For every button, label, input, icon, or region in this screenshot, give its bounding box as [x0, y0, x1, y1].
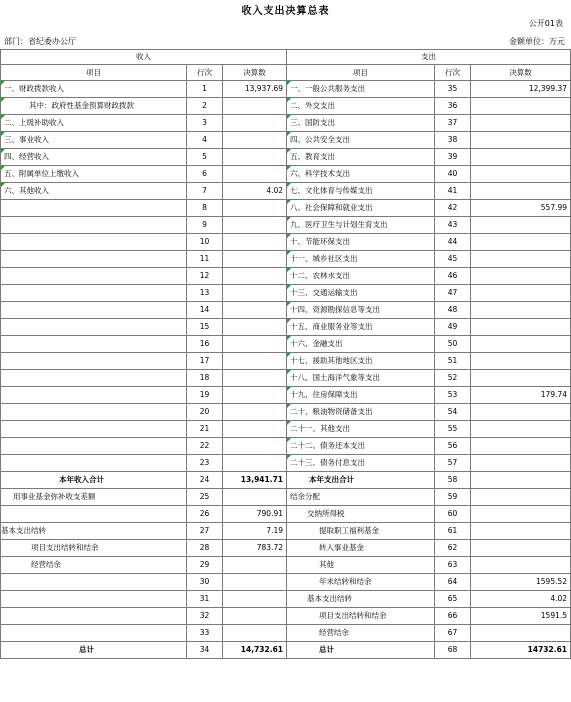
- table-row: [1, 455, 571, 472]
- expense-amount-cell: [471, 132, 571, 149]
- expense-amount-cell: [471, 268, 571, 285]
- col-header-row-no: 行次: [187, 65, 223, 81]
- expense-row-no-cell: 54: [435, 404, 471, 421]
- form-code: 公开01表: [528, 19, 563, 28]
- income-row-no-cell: 20: [187, 404, 223, 421]
- expense-row-no-cell: 37: [435, 115, 471, 132]
- income-amount-cell: [223, 268, 287, 285]
- income-amount-cell: 783.72: [223, 540, 287, 557]
- expense-item-cell: 十五、商业服务业等支出: [287, 319, 435, 336]
- table-row: [1, 370, 571, 387]
- expense-row-no-cell: 48: [435, 302, 471, 319]
- table-row: [1, 319, 571, 336]
- expense-row-no-cell: 57: [435, 455, 471, 472]
- table-row: [1, 98, 571, 115]
- table-row: [1, 132, 571, 149]
- income-row-no-cell: 29: [187, 557, 223, 574]
- income-row-no-cell: 30: [187, 574, 223, 591]
- income-item-cell: [1, 370, 187, 387]
- col-header-item-expense: 项目: [287, 65, 435, 81]
- expense-amount-cell: [471, 353, 571, 370]
- table-body: [1, 81, 571, 659]
- expense-amount-cell: [471, 421, 571, 438]
- expense-amount-cell: 179.74: [471, 387, 571, 404]
- income-item-cell: [1, 319, 187, 336]
- income-item-cell: 二、上级补助收入: [1, 115, 187, 132]
- expense-item-cell: 八、社会保障和就业支出: [287, 200, 435, 217]
- table-row: [1, 285, 571, 302]
- table-row: [1, 251, 571, 268]
- expense-row-no-cell: 51: [435, 353, 471, 370]
- income-item-cell: 四、经营收入: [1, 149, 187, 166]
- expense-item-cell: 二、外交支出: [287, 98, 435, 115]
- table-row: [1, 302, 571, 319]
- income-row-no-cell: 10: [187, 234, 223, 251]
- col-header-amount-expense: 决算数: [471, 65, 571, 81]
- income-row-no-cell: 18: [187, 370, 223, 387]
- income-amount-cell: [223, 591, 287, 608]
- income-item-cell: 其中：政府性基金预算财政拨款: [1, 98, 187, 115]
- income-item-cell: 一、财政拨款收入: [1, 81, 187, 98]
- expense-item-cell: 结余分配: [287, 489, 435, 506]
- expense-row-no-cell: 68: [435, 642, 471, 659]
- expense-amount-cell: [471, 438, 571, 455]
- expense-amount-cell: [471, 336, 571, 353]
- income-amount-cell: [223, 149, 287, 166]
- table-row: [1, 506, 571, 523]
- expense-row-no-cell: 52: [435, 370, 471, 387]
- income-amount-cell: 13,937.69: [223, 81, 287, 98]
- expense-item-cell: 其他: [287, 557, 435, 574]
- unit-label: 金额单位：万元: [509, 37, 565, 46]
- expense-row-no-cell: 55: [435, 421, 471, 438]
- income-amount-cell: [223, 557, 287, 574]
- expense-row-no-cell: 47: [435, 285, 471, 302]
- expense-row-no-cell: 64: [435, 574, 471, 591]
- income-amount-cell: [223, 438, 287, 455]
- income-section-header: 收入: [1, 50, 287, 65]
- expense-amount-cell: [471, 234, 571, 251]
- income-row-no-cell: 34: [187, 642, 223, 659]
- income-amount-cell: [223, 217, 287, 234]
- expense-item-cell: 提取职工福利基金: [287, 523, 435, 540]
- expense-amount-cell: [471, 489, 571, 506]
- table-row: [1, 336, 571, 353]
- expense-item-cell: 项目支出结转和结余: [287, 608, 435, 625]
- expense-item-cell: 二十三、债务付息支出: [287, 455, 435, 472]
- expense-item-cell: 三、国防支出: [287, 115, 435, 132]
- expense-amount-cell: [471, 285, 571, 302]
- table-row: [1, 200, 571, 217]
- expense-item-cell: 五、教育支出: [287, 149, 435, 166]
- income-row-no-cell: 8: [187, 200, 223, 217]
- expense-row-no-cell: 38: [435, 132, 471, 149]
- expense-amount-cell: [471, 115, 571, 132]
- expense-row-no-cell: 60: [435, 506, 471, 523]
- income-amount-cell: [223, 404, 287, 421]
- income-row-no-cell: 21: [187, 421, 223, 438]
- income-item-cell: 本年收入合计: [1, 472, 187, 489]
- income-item-cell: 基本支出结转: [1, 523, 187, 540]
- income-amount-cell: [223, 234, 287, 251]
- expense-row-no-cell: 61: [435, 523, 471, 540]
- income-row-no-cell: 12: [187, 268, 223, 285]
- income-amount-cell: [223, 336, 287, 353]
- income-item-cell: 用事业基金弥补收支差额: [1, 489, 187, 506]
- income-item-cell: [1, 353, 187, 370]
- income-row-no-cell: 32: [187, 608, 223, 625]
- income-item-cell: [1, 404, 187, 421]
- table-row: [1, 115, 571, 132]
- income-item-cell: [1, 285, 187, 302]
- expense-row-no-cell: 66: [435, 608, 471, 625]
- income-amount-cell: [223, 608, 287, 625]
- income-amount-cell: [223, 302, 287, 319]
- income-amount-cell: [223, 251, 287, 268]
- income-amount-cell: 13,941.71: [223, 472, 287, 489]
- col-header-item: 项目: [1, 65, 187, 81]
- income-item-cell: [1, 625, 187, 642]
- col-header-row-no-expense: 行次: [435, 65, 471, 81]
- income-amount-cell: [223, 370, 287, 387]
- expense-amount-cell: [471, 540, 571, 557]
- table-row: [1, 608, 571, 625]
- table-row: [1, 472, 571, 489]
- income-row-no-cell: 15: [187, 319, 223, 336]
- income-amount-cell: [223, 387, 287, 404]
- department-label: 部门：省纪委办公厅: [4, 37, 76, 46]
- expense-row-no-cell: 49: [435, 319, 471, 336]
- table-row: [1, 217, 571, 234]
- expense-row-no-cell: 41: [435, 183, 471, 200]
- expense-item-cell: 转入事业基金: [287, 540, 435, 557]
- income-item-cell: [1, 251, 187, 268]
- income-item-cell: 三、事业收入: [1, 132, 187, 149]
- expense-amount-cell: [471, 302, 571, 319]
- income-amount-cell: [223, 98, 287, 115]
- table-row: [1, 387, 571, 404]
- income-amount-cell: 790.91: [223, 506, 287, 523]
- income-row-no-cell: 28: [187, 540, 223, 557]
- expense-row-no-cell: 45: [435, 251, 471, 268]
- income-amount-cell: [223, 574, 287, 591]
- income-row-no-cell: 23: [187, 455, 223, 472]
- expense-row-no-cell: 42: [435, 200, 471, 217]
- income-row-no-cell: 4: [187, 132, 223, 149]
- expense-row-no-cell: 58: [435, 472, 471, 489]
- expense-item-cell: 十六、金融支出: [287, 336, 435, 353]
- expense-item-cell: 十、节能环保支出: [287, 234, 435, 251]
- expense-amount-cell: [471, 183, 571, 200]
- income-item-cell: [1, 608, 187, 625]
- expense-item-cell: 交纳所得税: [287, 506, 435, 523]
- income-row-no-cell: 6: [187, 166, 223, 183]
- expense-amount-cell: [471, 523, 571, 540]
- expense-item-cell: 二十、粮油物资储备支出: [287, 404, 435, 421]
- expense-row-no-cell: 59: [435, 489, 471, 506]
- expense-item-cell: 本年支出合计: [287, 472, 435, 489]
- income-item-cell: [1, 302, 187, 319]
- expense-amount-cell: 1595.52: [471, 574, 571, 591]
- income-amount-cell: [223, 489, 287, 506]
- income-item-cell: 六、其他收入: [1, 183, 187, 200]
- expense-amount-cell: [471, 472, 571, 489]
- income-row-no-cell: 27: [187, 523, 223, 540]
- income-row-no-cell: 22: [187, 438, 223, 455]
- income-amount-cell: [223, 421, 287, 438]
- income-row-no-cell: 25: [187, 489, 223, 506]
- income-row-no-cell: 1: [187, 81, 223, 98]
- income-item-cell: [1, 574, 187, 591]
- table-row: [1, 149, 571, 166]
- income-item-cell: 五、附属单位上缴收入: [1, 166, 187, 183]
- summary-table: [0, 49, 571, 659]
- income-amount-cell: 4.02: [223, 183, 287, 200]
- expense-amount-cell: 12,399.37: [471, 81, 571, 98]
- table-row: [1, 523, 571, 540]
- expense-amount-cell: 557.99: [471, 200, 571, 217]
- income-amount-cell: [223, 132, 287, 149]
- expense-amount-cell: [471, 404, 571, 421]
- income-row-no-cell: 9: [187, 217, 223, 234]
- expense-row-no-cell: 44: [435, 234, 471, 251]
- income-row-no-cell: 2: [187, 98, 223, 115]
- table-row: [1, 540, 571, 557]
- expense-item-cell: 四、公共安全支出: [287, 132, 435, 149]
- table-row: [1, 489, 571, 506]
- expense-item-cell: 十一、城乡社区支出: [287, 251, 435, 268]
- expense-amount-cell: 14732.61: [471, 642, 571, 659]
- table-row: [1, 421, 571, 438]
- income-amount-cell: [223, 625, 287, 642]
- table-row: [1, 353, 571, 370]
- table-row: [1, 268, 571, 285]
- expense-amount-cell: [471, 251, 571, 268]
- expense-amount-cell: [471, 506, 571, 523]
- income-row-no-cell: 19: [187, 387, 223, 404]
- income-item-cell: 经营结余: [1, 557, 187, 574]
- table-row: [1, 234, 571, 251]
- expense-amount-cell: [471, 149, 571, 166]
- expense-item-cell: 经营结余: [287, 625, 435, 642]
- expense-item-cell: 七、文化体育与传媒支出: [287, 183, 435, 200]
- table-row: [1, 404, 571, 421]
- expense-item-cell: 九、医疗卫生与计划生育支出: [287, 217, 435, 234]
- income-row-no-cell: 11: [187, 251, 223, 268]
- table-row: [1, 574, 571, 591]
- expense-item-cell: 十四、资源勘探信息等支出: [287, 302, 435, 319]
- expense-item-cell: 十九、住房保障支出: [287, 387, 435, 404]
- income-item-cell: 总计: [1, 642, 187, 659]
- table-row: [1, 166, 571, 183]
- expense-amount-cell: [471, 455, 571, 472]
- income-row-no-cell: 16: [187, 336, 223, 353]
- income-amount-cell: [223, 285, 287, 302]
- income-item-cell: [1, 268, 187, 285]
- expense-amount-cell: [471, 217, 571, 234]
- table-row: [1, 438, 571, 455]
- income-amount-cell: 7.19: [223, 523, 287, 540]
- expense-amount-cell: 1591.5: [471, 608, 571, 625]
- expense-item-cell: 十二、农林水支出: [287, 268, 435, 285]
- expense-row-no-cell: 35: [435, 81, 471, 98]
- income-amount-cell: [223, 455, 287, 472]
- income-row-no-cell: 14: [187, 302, 223, 319]
- table-row: [1, 183, 571, 200]
- income-row-no-cell: 26: [187, 506, 223, 523]
- expense-row-no-cell: 36: [435, 98, 471, 115]
- expense-row-no-cell: 65: [435, 591, 471, 608]
- table-row: [1, 557, 571, 574]
- expense-item-cell: 十三、交通运输支出: [287, 285, 435, 302]
- income-amount-cell: [223, 115, 287, 132]
- income-amount-cell: [223, 166, 287, 183]
- income-item-cell: [1, 234, 187, 251]
- expense-amount-cell: [471, 98, 571, 115]
- expense-row-no-cell: 56: [435, 438, 471, 455]
- table-row: [1, 591, 571, 608]
- expense-item-cell: 二十一、其他支出: [287, 421, 435, 438]
- table-row: [1, 81, 571, 98]
- income-row-no-cell: 13: [187, 285, 223, 302]
- income-item-cell: [1, 591, 187, 608]
- expense-row-no-cell: 67: [435, 625, 471, 642]
- expense-row-no-cell: 43: [435, 217, 471, 234]
- income-row-no-cell: 7: [187, 183, 223, 200]
- income-row-no-cell: 33: [187, 625, 223, 642]
- expense-row-no-cell: 53: [435, 387, 471, 404]
- income-item-cell: [1, 200, 187, 217]
- expense-item-cell: 总计: [287, 642, 435, 659]
- expense-amount-cell: [471, 557, 571, 574]
- income-row-no-cell: 5: [187, 149, 223, 166]
- income-item-cell: [1, 217, 187, 234]
- expense-row-no-cell: 40: [435, 166, 471, 183]
- expense-item-cell: 基本支出结转: [287, 591, 435, 608]
- expense-row-no-cell: 62: [435, 540, 471, 557]
- income-amount-cell: [223, 319, 287, 336]
- expense-amount-cell: [471, 166, 571, 183]
- income-item-cell: 项目支出结转和结余: [1, 540, 187, 557]
- expense-amount-cell: 4.02: [471, 591, 571, 608]
- income-item-cell: [1, 455, 187, 472]
- income-item-cell: [1, 506, 187, 523]
- expense-section-header: 支出: [287, 50, 571, 65]
- income-item-cell: [1, 421, 187, 438]
- expense-amount-cell: [471, 319, 571, 336]
- expense-row-no-cell: 50: [435, 336, 471, 353]
- table-row: [1, 625, 571, 642]
- income-item-cell: [1, 387, 187, 404]
- income-row-no-cell: 3: [187, 115, 223, 132]
- expense-item-cell: 十八、国土海洋气象等支出: [287, 370, 435, 387]
- income-amount-cell: [223, 200, 287, 217]
- table-row: [1, 642, 571, 659]
- col-header-amount: 决算数: [223, 65, 287, 81]
- income-amount-cell: [223, 353, 287, 370]
- expense-row-no-cell: 63: [435, 557, 471, 574]
- income-row-no-cell: 17: [187, 353, 223, 370]
- expense-amount-cell: [471, 370, 571, 387]
- expense-item-cell: 二十二、债务还本支出: [287, 438, 435, 455]
- income-item-cell: [1, 438, 187, 455]
- income-item-cell: [1, 336, 187, 353]
- report-title: 收入支出决算总表: [241, 6, 330, 17]
- expense-row-no-cell: 39: [435, 149, 471, 166]
- expense-amount-cell: [471, 625, 571, 642]
- expense-item-cell: 六、科学技术支出: [287, 166, 435, 183]
- expense-item-cell: 年末结转和结余: [287, 574, 435, 591]
- income-row-no-cell: 31: [187, 591, 223, 608]
- expense-item-cell: 十七、援助其他地区支出: [287, 353, 435, 370]
- expense-item-cell: 一、一般公共服务支出: [287, 81, 435, 98]
- expense-row-no-cell: 46: [435, 268, 471, 285]
- income-amount-cell: 14,732.61: [223, 642, 287, 659]
- income-row-no-cell: 24: [187, 472, 223, 489]
